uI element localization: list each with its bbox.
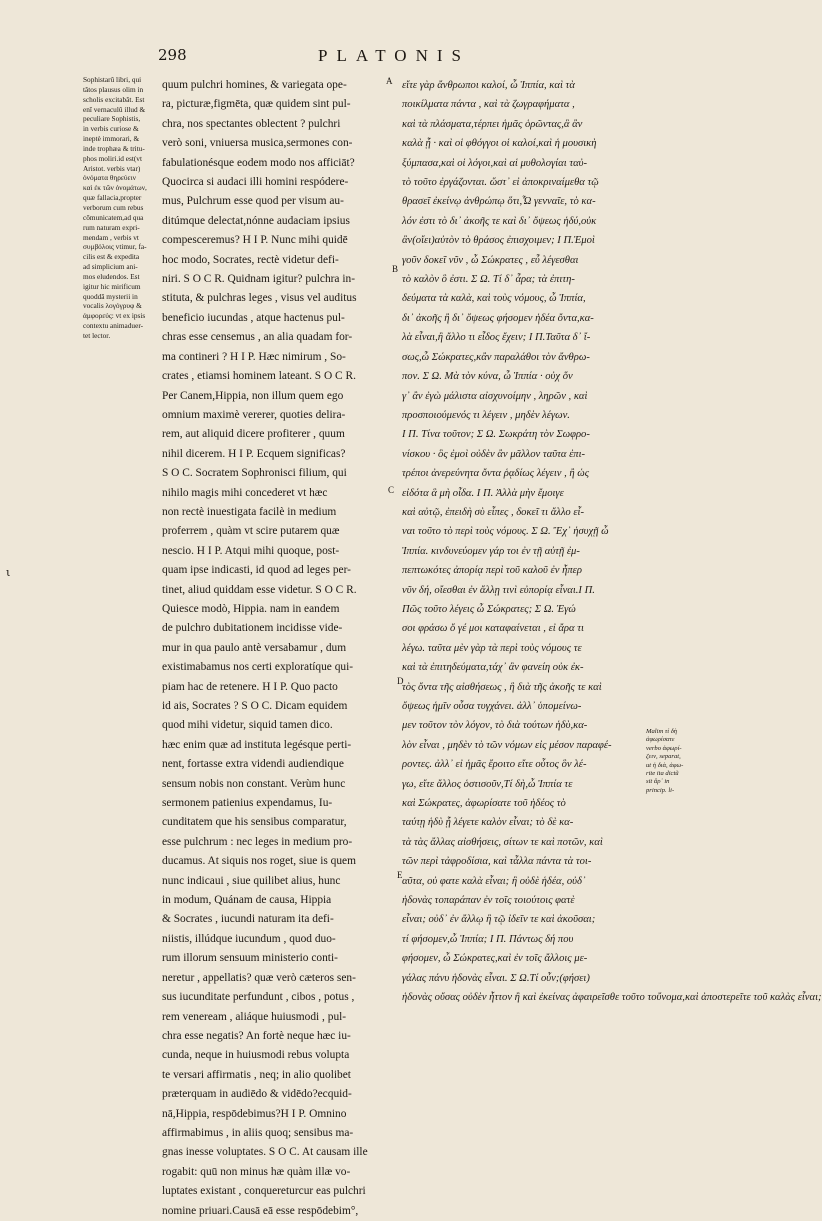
section-letter-a: A xyxy=(386,76,393,86)
latin-column: quum pulchri homines, & variegata ope- ra, picturæ,figmēta, quæ quidem sint pul- chra, nos spectantes oblectent ? pulchri verò soni, vniuersa musica,sermones con- fabulationésque eodem modo nos afficiāt? Quocirca si audaci illi homini respódere- mus, Pulchrum esse quod per visum au- ditúmque delectat,nónne audaciam ipsius compesceremus? H I P. Nunc mihi quidē hoc modo, Socrates, rectè videtur defi- niri. S O C R. Quidnam igitur? pulchra in- stituta, & pulchras leges , visus vel auditus beneficio iucundas , atque hactenus pul- chras esse censemus , an alia quadam for- ma contineri ? H I P. Hæc nimirum , So- crates , etiamsi hominem lateant. S O C R. Per Canem,Hippia, non illum quem ego omnium maximè vererer, quoties delira- rem, aut aliquid dicere profiterer , quum nihil dicerem. H I P. Ecquem significas? S O C. Socratem Sophronisci filium, qui nihilo magis mihi concederet vt hæc non rectè inuestigata facilè in medium proferrem , quàm vt scire putarem quæ nescio. H I P. Atqui mihi quoque, post- quam ipse indicasti, id quod ad leges per- tinet, aliud quiddam esse videtur. S O C R. Quiesce modò, Hippia. nam in eandem de pulchro dubitationem incidisse vide- mur in qua paulo antè versabamur , dum existimabamus nos certi exploratíque qui- piam hac de retenere. H I P. Quo pacto id ais, Socrates ? S O C. Dicam equidem quod mihi videtur, siquid tamen dico. hæc enim quæ ad instituta legésque perti- nent, fortasse extra videndi audiendique sensum nobis non constant. Verùm hunc sermonem patienius expendamus, Iu- cunditatem que his sensibus comparatur, esse pulchrum : nec leges in medium pro- ducamus. At siquis nos roget, siue is quem nunc indicaui , siue quilibet alius, hunc in modum, Quánam de causa, Hippia & Socrates , iucundi naturam ita defi- niistis, illúdque iucundum , quod duo- rum illorum sensuum ministerio conti- neretur , appellatis? quæ verò cæteros sen- sus iucunditate perfundunt , cibos , potus , rem veneream , aliáque huiusmodi , pul- chra esse negatis? An fortè neque hæc iu- cunda, neque in huiusmodi rebus volupta te versari affirmatis , neq; in alio quolibet præterquam in audiēdo & vidēdo?ecquid- nā,Hippia, respōdebimus?H I P. Omnino affirmabimus , in aliis quoq; sensibus ma- gnas inesse voluptates. S O C. At causam ille rogabit: quū non minus hæ quàm illæ vo- luptates existant , conquereturcur eas pulchri nomine priuari.Causā eā esse respōdebim°, xyxy=(162,79,368,1217)
running-head: PLATONIS xyxy=(318,46,470,65)
section-letter-c: C xyxy=(388,485,395,495)
section-letter-b: B xyxy=(392,264,399,274)
margin-note-left: Sophistarũ libri, qui tãtos plausus olim in scholis excitabãt. Est enī vernaculũ illud & peculiare Sophistis, in verbis curiose & ineptè immorari, & inde trophæa & tritu- phos moliri.id est(vt Aristot. verbis vtar) ὀνόματα θηρεύειν καὶ ἐκ τῶν ὀνομάτων, quæ fallacia,propter verborum cum rebus cōmunicatem,ad qua rum naturam expri- mendam , verbis vt συμβόλοις vtimur, fa- cilis est & expedita ad simplicium ani- mos eludendos. Est igitur hic mirificum quoddā mysterii in vocalis λογόγρυφ & ἀμφορεύς: vt ex ipsis contextu animaduer- tet lector. xyxy=(83,75,147,340)
section-letter-d: D xyxy=(397,676,404,686)
section-letter-e: E xyxy=(397,870,403,880)
page-number: 298 xyxy=(158,46,187,64)
margin-note-right: Malim τί δὴ ἀφωρίσατε verbo ἀφωρί- ζειν, separat, ut ἡ διὰ, ἀφω- rite ita dictũ sit ἄρ᾽ in princip. li- xyxy=(646,728,684,794)
stray-mark: ι xyxy=(6,566,11,579)
greek-column: εἴτε γὰρ ἄνθρωποι καλοί, ὦ Ἱππία, καὶ τὰ ποικίλματα πάντα , καὶ τὰ ζωγραφήματα , καὶ τὰ πλάσματα,τέρπει ἡμᾶς ὁρῶντας,ἃ ἂν καλὰ ᾖ · καὶ οἱ φθόγγοι οἱ καλοί,καὶ ἡ μουσικὴ ξύμπασα,καὶ οἱ λόγοι,καὶ αἱ μυθολογίαι ταὐ- τὸ τοῦτο ἐργάζονται. ὥστ᾽ εἰ ἀποκριναίμεθα τῷ θρασεῖ ἐκείνῳ ἀνθρώπῳ ὅτι,Ὦ γενναῖε, τὸ κα- λόν ἐστι τὸ δι᾽ ἀκοῆς τε καὶ δι᾽ ὄψεως ἡδύ,οὐκ ἂν(οἴει)αὐτὸν τὸ θράσος ἐπισχοιμεν; Ι Π.Ἐμοὶ γοῦν δοκεῖ νῦν , ὦ Σώκρατες , εὖ λέγεσθαι τὸ καλὸν ὃ ἐστι. Σ Ω. Τί δ᾽ ἆρα; τὰ ἐπιτη- δεύματα τὰ καλὰ, καὶ τοὺς νόμους, ὦ Ἱππία, δι᾽ ἀκοῆς ἢ δι᾽ ὄψεως φήσομεν ἡδέα ὄντα,κα- λὰ εἶναι,ἢ ἄλλο τι εἶδος ἔχειν; Ι Π.Ταῦτα δ᾽ ἴ- σως,ὦ Σώκρατες,κἂν παραλάθοι τὸν ἄνθρω- πον. Σ Ω. Μὰ τὸν κύνα, ὦ Ἱππία · οὐχ ὅν γ᾽ ἂν ἐγὼ μάλιστα αἰσχυνοίμην , ληρῶν , καὶ προσποιούμενός τι λέγειν , μηδὲν λέγων. Ι Π. Τίνα τοῦτον; Σ Ω. Σωκράτη τὸν Σωφρο- νίσκου · ὃς ἐμοὶ οὐδὲν ἂν μᾶλλον ταῦτα ἐπι- τρέποι ἀνερεύνητα ὄντα ῥᾳδίως λέγειν , ἢ ὡς εἰδότα ἃ μὴ οἶδα. Ι Π. Ἀλλὰ μὴν ἔμοιγε καὶ αὐτῷ, ἐπειδὴ σὺ εἶπες , δοκεῖ τι ἄλλο εἶ- ναι τοῦτο τὸ περὶ τοὺς νόμους. Σ Ω. Ἔχ᾽ ἡσυχῇ ὦ Ἱππία. κινδυνεύομεν γάρ τοι ἐν τῇ αὐτῇ ἐμ- πεπτωκότες ἀπορίᾳ περὶ τοῦ καλοῦ ἐν ἧπερ νῦν δή, οἴεσθαι ἐν ἄλλῃ τινὶ εὐπορίᾳ εἶναι.Ι Π. Πῶς τοῦτο λέγεις ὦ Σώκρατες; Σ Ω. Ἐγώ σοι φράσω ὅ γέ μοι καταφαίνεται , εἰ ἄρα τι λέγω. ταῦτα μὲν γὰρ τὰ περὶ τοὺς νόμους τε καὶ τὰ ἐπιτηδεύματα,τάχ᾽ ἂν φανείη οὐκ ἐκ- τὸς ὄντα τῆς αἰσθήσεως , ἣ διὰ τῆς ἀκοῆς τε καὶ ὄψεως ἡμῖν οὖσα τυγχάνει. ἀλλ᾽ ὑπομείνω- μεν τοῦτον τὸν λόγον, τὸ διὰ τούτων ἡδὺ,κα- λὸν εἶναι , μηδὲν τὸ τῶν νόμων εἰς μέσον παραφέ- ροντες. ἀλλ᾽ εἰ ἡμᾶς ἔροιτο εἴτε οὗτος ὃν λέ- γω, εἴτε ἄλλος ὁστισοῦν,Τί δὴ,ὦ Ἱππία τε καὶ Σώκρατες, ἀφωρίσατε τοῦ ἡδέος τὸ ταύτῃ ἡδὺ ᾗ λέγετε καλὸν εἶναι; τὸ δὲ κα- τὰ τὰς ἄλλας αἰσθήσεις, σίτων τε καὶ ποτῶν, καὶ τῶν περὶ τἀφροδίσια, καὶ τἆλλα πάντα τὰ τοι- αῦτα, οὐ φατε καλὰ εἶναι; ἢ οὐδὲ ἡδέα, οὐδ᾽ ἡδονὰς τοπαράπαν ἐν τοῖς τοιούτοις φατὲ εἶναι; οὐδ᾽ ἐν ἄλλῳ ἢ τῷ ἰδεῖν τε καὶ ἀκοῦσαι; τί φήσομεν,ὦ Ἱππία; Ι Π. Πάντως δή που φήσομεν, ὦ Σώκρατες,καὶ ἐν τοῖς ἄλλοις με- γάλας πάνυ ἡδονὰς εἶναι. Σ Ω.Τί οὖν;(φήσει) ἡδονὰς οὔσας οὐδὲν ἧττον ἢ καὶ ἐκείνας ἀφαιρεῖσθε τοῦτο τοὔνομα,καὶ ἀποστερεῖτε τοῦ καλὰς εἶναι; xyxy=(402,80,822,1004)
